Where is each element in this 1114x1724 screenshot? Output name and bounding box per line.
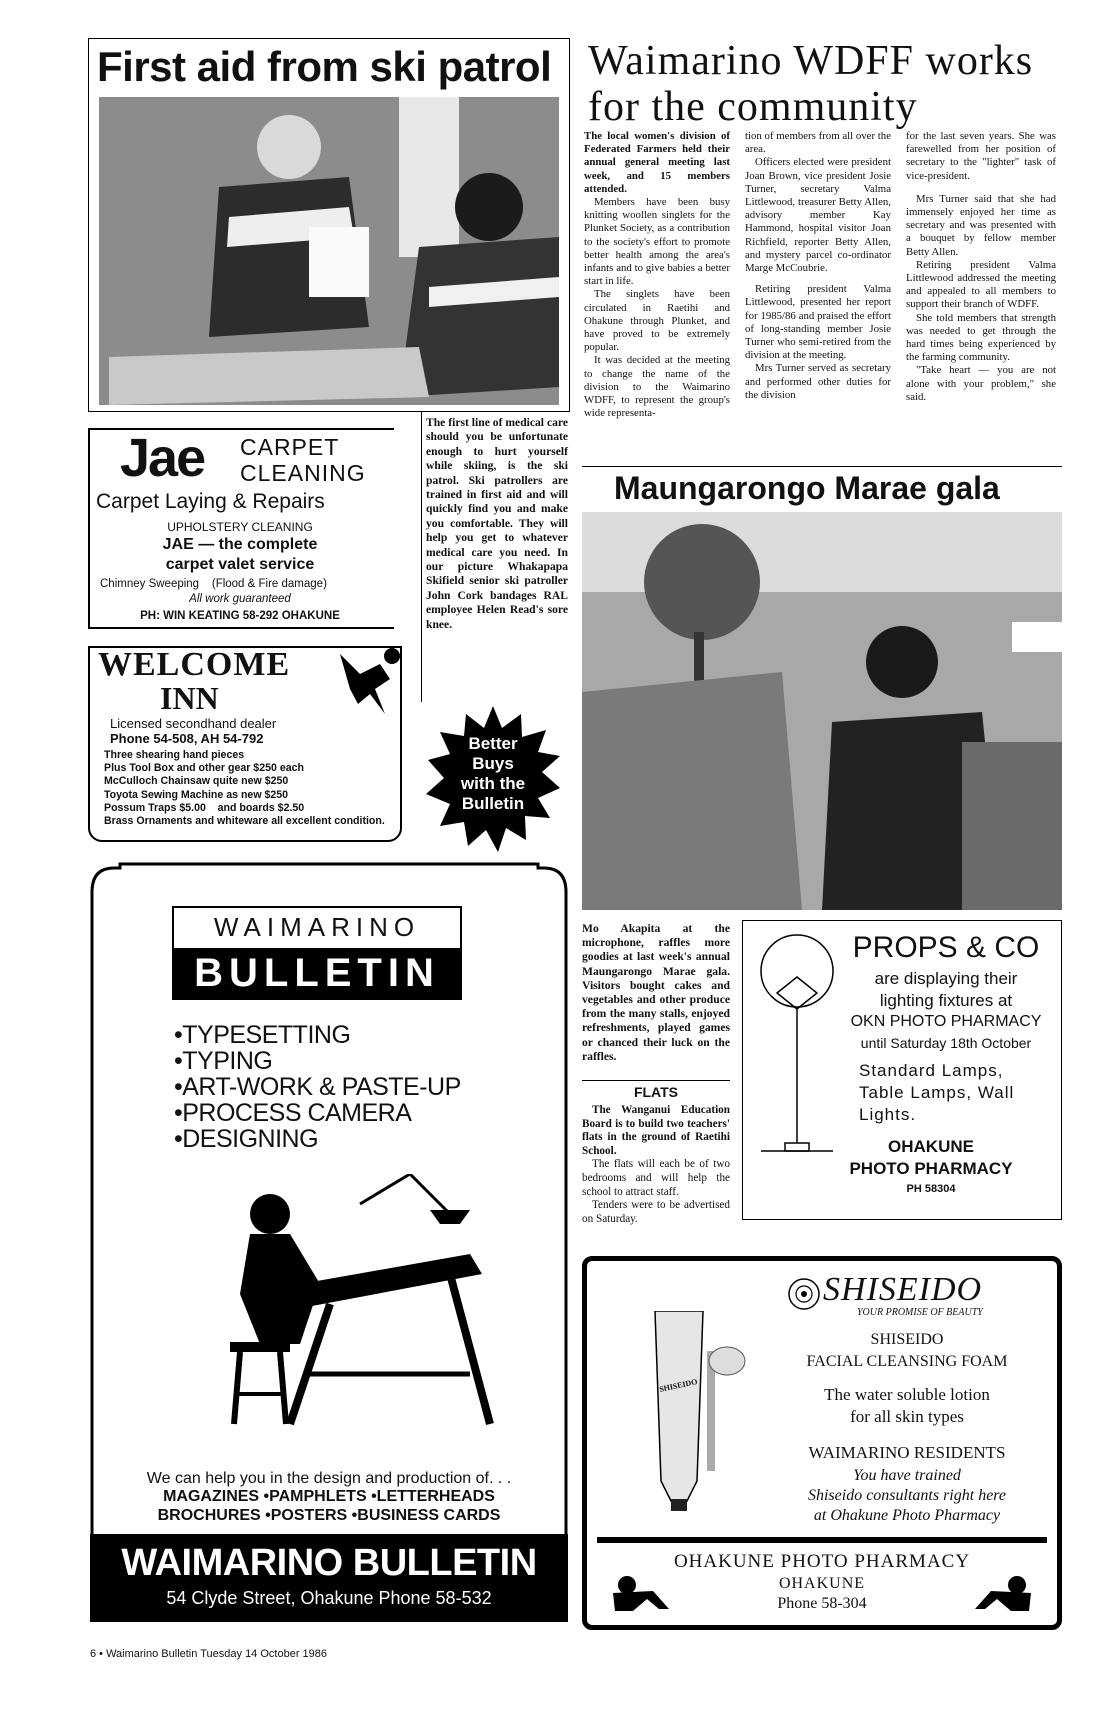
welcome-item: McCulloch Chainsaw quite new $250 xyxy=(104,775,289,788)
wdff-paragraph: Mrs Turner said that she had immensely enjoyed her time as secretary and was presented with a bouquet by fellow member Betty Allen. xyxy=(906,192,1056,258)
standard-lamp-icon xyxy=(757,933,837,1163)
page-folio: 6 • Waimarino Bulletin Tuesday 14 October 1986 xyxy=(90,1648,328,1660)
props-line: Standard Lamps, xyxy=(859,1061,1004,1080)
shiseido-trained-1: You have trained xyxy=(853,1467,961,1484)
shiseido-trained-3: at Ohakune Photo Pharmacy xyxy=(813,1507,1001,1524)
bulletin-products-1: MAGAZINES •PAMPHLETS •LETTERHEADS xyxy=(163,1488,495,1505)
ski-caption: The first line of medical care should you be unfortunate enough to hurt yourself while skiing, is the ski patrol. Ski patrollers are trained in first aid and will quickly find you and make you comfortable. They will help you get to whatever medical care you need. In our picture Whakapapa Skifield senior ski patroller John Cork bandages RAL employee Helen Read's sore knee. xyxy=(426,416,568,631)
starburst-line: with the xyxy=(460,774,526,793)
bulletin-ad xyxy=(90,862,568,1622)
jae-laying: Carpet Laying & Repairs xyxy=(96,490,325,513)
shiseido-product-2: FACIAL CLEANSING FOAM xyxy=(806,1353,1008,1370)
wdff-paragraph: for the last seven years. She was farewelled from her position of secretary to the "lighter" task of vice-president. xyxy=(906,130,1056,182)
props-co-ad xyxy=(742,920,1062,1220)
ski-photo-figures xyxy=(99,97,559,405)
bulletin-logo xyxy=(172,906,462,1000)
shiseido-town: OHAKUNE xyxy=(778,1575,866,1592)
welcome-item: Possum Traps $5.00 and boards $2.50 xyxy=(104,801,305,814)
wdff-col-1 xyxy=(584,130,730,420)
bulletin-footer-address: 54 Clyde Street, Ohakune Phone 58-532 xyxy=(166,1588,492,1608)
bulletin-footer xyxy=(90,1534,568,1622)
designer-at-drafting-table-illustration xyxy=(220,1174,500,1434)
starburst-line: Better xyxy=(468,734,518,753)
shiseido-residents: WAIMARINO RESIDENTS xyxy=(808,1443,1006,1462)
props-line: OKN PHOTO PHARMACY xyxy=(850,1013,1042,1030)
jae-phone: PH: WIN KEATING 58-292 OHAKUNE xyxy=(140,610,340,622)
crawling-baby-icon xyxy=(971,1573,1041,1613)
camellia-logo-icon xyxy=(787,1277,821,1311)
shiseido-lotion-2: for all skin types xyxy=(850,1407,964,1426)
bulletin-service-item: •ART-WORK & PASTE-UP xyxy=(174,1073,461,1101)
shiseido-shop: OHAKUNE PHOTO PHARMACY xyxy=(673,1551,971,1572)
shiseido-brand: SHISEIDO xyxy=(823,1271,983,1308)
wdff-paragraph: Members have been busy knitting woollen singlets for the Plunket Society, as a contribution to the society's effort to promote better health among the area's infants and to give babies a better start in life. xyxy=(584,196,730,288)
wdff-paragraph: Officers elected were president Joan Brown, vice president Josie Turner, secretary Valma Littlewood, treasurer Betty Allen, advisory member Kay Hammond, hospital visitor Joan Richfield, reporter Betty Allen, and mystery parcel co-ordinator Marge McCoubrie. xyxy=(745,156,891,275)
jae-title-carpet: CARPET xyxy=(240,434,340,460)
jae-valet-2: carpet valet service xyxy=(165,556,315,573)
bulletin-services xyxy=(174,1022,461,1152)
bulletin-help: We can help you in the design and production of. . . xyxy=(146,1470,512,1487)
welcome-item: Three shearing hand pieces xyxy=(104,749,245,761)
better-buys-starburst xyxy=(426,706,560,852)
bulletin-service-item: •DESIGNING xyxy=(174,1125,319,1153)
cleansing-foam-tube xyxy=(647,1311,751,1511)
wdff-paragraph: The singlets have been circulated in Raetihi and Ohakune through Plunket, and have proved to be extremely popular. xyxy=(584,288,730,354)
wdff-paragraph: Retiring president Valma Littlewood, presented her report for 1985/86 and praised the effort of long-standing member Josie Turner who semi-retired from the division at the meeting. xyxy=(745,283,891,362)
props-phone: PH 58304 xyxy=(906,1183,956,1195)
wdff-paragraph: "Take heart — you are not alone with your problem," she said. xyxy=(906,364,1056,403)
wdff-paragraph: It was decided at the meeting to change the name of the division to the Waimarino WDFF, to represent the group's wide representa- xyxy=(584,354,730,420)
shiseido-product-1: SHISEIDO xyxy=(870,1331,944,1348)
props-shop-2: PHOTO PHARMACY xyxy=(849,1159,1013,1178)
wdff-article xyxy=(582,34,1062,467)
wdff-paragraph: The local women's division of Federated Farmers held their annual general meeting last week, and 15 members attended. xyxy=(584,130,730,195)
props-line: Table Lamps, Wall xyxy=(859,1083,1015,1102)
wdff-headline-line2: for the community xyxy=(588,84,918,130)
ski-patrol-article xyxy=(88,38,570,412)
bulletin-logo-top: WAIMARINO xyxy=(213,912,421,942)
shiseido-ad xyxy=(582,1256,1062,1630)
bulletin-logo-bar: BULLETIN xyxy=(174,948,460,998)
welcome-items xyxy=(104,749,390,828)
shiseido-trained-2: Shiseido consultants right here xyxy=(807,1487,1007,1504)
tube-label: SHISEIDO xyxy=(658,1377,699,1394)
jae-guarantee: All work guaranteed xyxy=(189,593,291,605)
gala-photo xyxy=(582,512,1062,910)
props-shop-1: OHAKUNE xyxy=(888,1137,974,1156)
bulletin-service-item: •TYPING xyxy=(174,1047,273,1075)
wdff-col-3 xyxy=(906,130,1056,404)
welcome-item: Toyota Sewing Machine as new $250 xyxy=(104,788,289,801)
wdff-headline-line1: Waimarino WDFF works xyxy=(588,38,1034,84)
jae-valet-1: JAE — the complete xyxy=(162,536,318,553)
jae-upholstery: UPHOLSTERY CLEANING xyxy=(167,520,313,534)
ski-caption-box xyxy=(421,412,572,702)
divider xyxy=(582,1080,730,1081)
shiseido-phone: Phone 58-304 xyxy=(777,1595,867,1612)
bulletin-service-item: •PROCESS CAMERA xyxy=(174,1099,412,1127)
flats-lead: The Wanganui Education Board is to build two teachers' flats in the ground of Raetihi School. xyxy=(582,1104,730,1157)
wdff-paragraph: She told members that strength was needed to get through the hard times being experienced by the farming community. xyxy=(906,311,1056,364)
flats-paragraph: Tenders were to be advertised on Saturday. xyxy=(582,1199,730,1225)
welcome-inn-ad xyxy=(88,646,402,842)
jae-chimney: Chimney Sweeping (Flood & Fire damage) xyxy=(100,578,327,590)
jae-title-cleaning: CLEANING xyxy=(240,460,366,486)
ski-headline: First aid from ski patrol xyxy=(97,43,552,90)
shiseido-lotion-1: The water soluble lotion xyxy=(824,1385,990,1404)
welcome-phone: Phone 54-508, AH 54-792 xyxy=(110,731,264,746)
props-title: PROPS & CO xyxy=(852,931,1040,964)
crawling-baby-icon xyxy=(603,1573,673,1613)
props-line: until Saturday 18th October xyxy=(860,1035,1032,1051)
bulletin-service-item: •TYPESETTING xyxy=(174,1021,351,1049)
flats-paragraph: The flats will each be of two bedrooms and will help the school to attract staff. xyxy=(582,1158,730,1198)
gala-photo-figures xyxy=(582,512,1062,910)
welcome-item: Plus Tool Box and other gear $250 each xyxy=(104,762,304,775)
flats-headline: FLATS xyxy=(633,1084,679,1100)
jae-logo: Jae xyxy=(120,428,205,488)
welcome-inn-title: INN xyxy=(160,680,219,716)
bulletin-footer-title: WAIMARINO BULLETIN xyxy=(121,1542,537,1584)
gala-headline: Maungarongo Marae gala xyxy=(614,470,1000,506)
shiseido-tube-image xyxy=(647,1311,751,1511)
ski-patrol-photo xyxy=(99,97,559,405)
starburst-line: Buys xyxy=(472,754,514,773)
welcome-title: WELCOME xyxy=(98,646,291,683)
wdff-paragraph: tion of members from all over the area. xyxy=(745,130,891,156)
running-figure-icon xyxy=(330,644,404,716)
starburst-line: Bulletin xyxy=(461,794,525,813)
welcome-item: Brass Ornaments and whiteware all excellent condition. xyxy=(104,815,385,828)
props-line: are displaying their xyxy=(874,969,1018,988)
wdff-paragraph: Mrs Turner served as secretary and performed other duties for the division xyxy=(745,362,891,401)
bulletin-products-2: BROCHURES •POSTERS •BUSINESS CARDS xyxy=(157,1507,501,1524)
starburst-text xyxy=(426,734,560,814)
props-line: Lights. xyxy=(859,1105,917,1124)
wdff-col-2 xyxy=(745,130,891,402)
shiseido-tagline: YOUR PROMISE OF BEAUTY xyxy=(857,1307,983,1318)
jae-carpet-ad xyxy=(88,428,394,629)
divider xyxy=(597,1537,1047,1543)
wdff-paragraph: Retiring president Valma Littlewood addressed the meeting and appealed to all members to support their branch of WDFF. xyxy=(906,258,1056,311)
props-line: lighting fixtures at xyxy=(879,991,1013,1010)
welcome-dealer: Licensed secondhand dealer xyxy=(110,716,277,731)
flats-article xyxy=(582,1104,730,1226)
gala-caption: Mo Akapita at the microphone, raffles more goodies at last week's annual Maungarongo Marae gala. Visitors bought cakes and vegetables and other produce from the many stalls, enjoyed refreshments, played games or chanced their luck on the raffles. xyxy=(582,922,730,1063)
